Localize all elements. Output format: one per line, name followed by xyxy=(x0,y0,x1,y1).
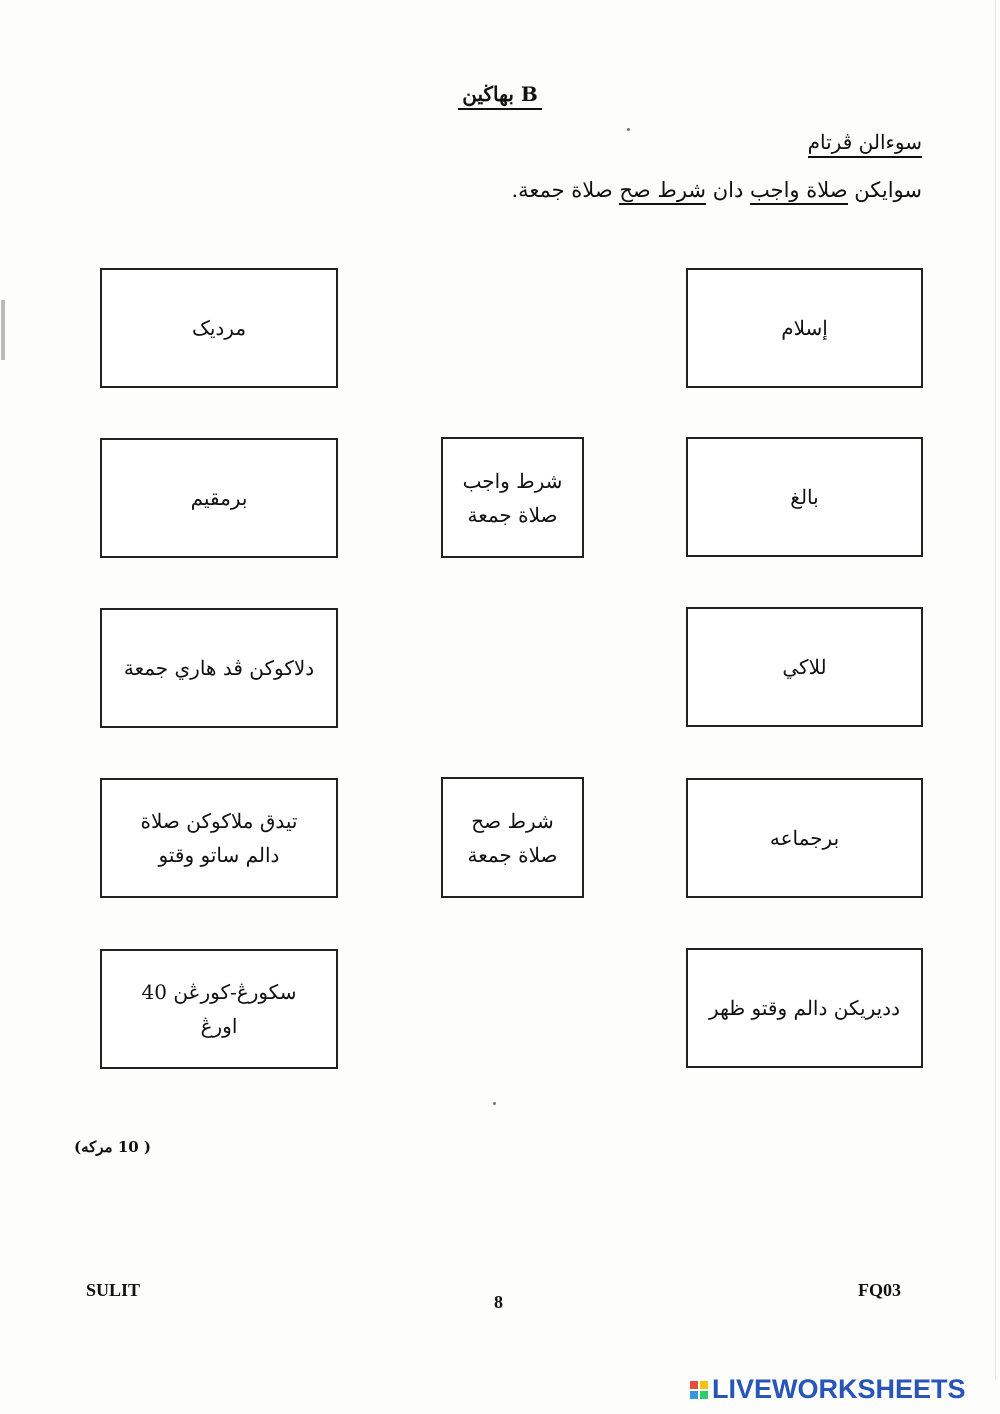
box-text: اورڠ xyxy=(200,1014,238,1038)
box-text: شرط صح xyxy=(471,808,554,833)
answer-box-left-4[interactable] xyxy=(100,778,338,898)
instruction-part-3: صلاة جمعة. xyxy=(511,178,620,202)
answer-box-right-3[interactable] xyxy=(686,607,923,727)
box-text: شرط واجب xyxy=(462,468,563,493)
box-text: للاكي xyxy=(782,655,827,679)
page-number: 8 xyxy=(494,1292,503,1312)
box-text: صلاة جمعة xyxy=(467,842,558,867)
box-text: دالم ساتو وقتو xyxy=(158,843,280,867)
instruction-underlined-2: شرط صح xyxy=(619,178,706,205)
paper-code: FQ03 xyxy=(858,1280,901,1300)
instruction-part-1: سوايكن xyxy=(847,178,922,202)
box-text: إسلام xyxy=(781,316,828,340)
answer-box-right-2[interactable] xyxy=(686,437,923,557)
liveworksheets-brand[interactable] xyxy=(690,1374,966,1405)
answer-box-left-1[interactable] xyxy=(100,268,338,388)
box-text: برجماعه xyxy=(769,826,840,850)
category-box-sah[interactable] xyxy=(441,777,584,898)
instruction-part-2: دان xyxy=(706,178,750,202)
answer-box-left-5[interactable] xyxy=(100,949,338,1069)
page-edge-mark xyxy=(1,300,5,360)
scan-speck xyxy=(627,128,630,131)
footer-classification: SULIT xyxy=(86,1280,141,1300)
brand-text: LIVEWORKSHEETS xyxy=(712,1374,966,1404)
answer-box-right-5[interactable] xyxy=(686,948,923,1068)
section-title xyxy=(440,82,560,106)
answer-box-right-4[interactable] xyxy=(686,778,923,898)
marks-label: ( 10 مركه) xyxy=(74,1138,152,1156)
section-title-text: بهاڬين B xyxy=(458,82,542,110)
box-text: دلاكوكن ڤد هاري جمعة xyxy=(123,656,315,680)
box-text: صلاة جمعة xyxy=(467,502,558,527)
scan-speck xyxy=(493,1102,496,1105)
question-label-text: سوءالن ڤرتام xyxy=(808,130,922,158)
answer-box-left-2[interactable] xyxy=(100,438,338,558)
instruction-underlined-1: صلاة واجب xyxy=(750,178,848,205)
box-text: تيدق ملاكوكن صلاة xyxy=(140,809,298,833)
answer-box-left-3[interactable] xyxy=(100,608,338,728)
category-box-wajib[interactable] xyxy=(441,437,584,558)
liveworksheets-logo-icon xyxy=(690,1381,708,1399)
answer-box-right-1[interactable] xyxy=(686,268,923,388)
box-text: دديريكن دالم وقتو ظهر xyxy=(709,996,900,1020)
box-text: برمقيم xyxy=(190,486,248,510)
page-right-edge xyxy=(995,0,996,1380)
question-label xyxy=(808,130,922,154)
instruction xyxy=(511,178,922,202)
box-text: سكورڠ-كورڠن 40 xyxy=(141,980,297,1004)
box-text: بالغ xyxy=(790,485,819,509)
box-text: مرديک xyxy=(191,316,247,340)
